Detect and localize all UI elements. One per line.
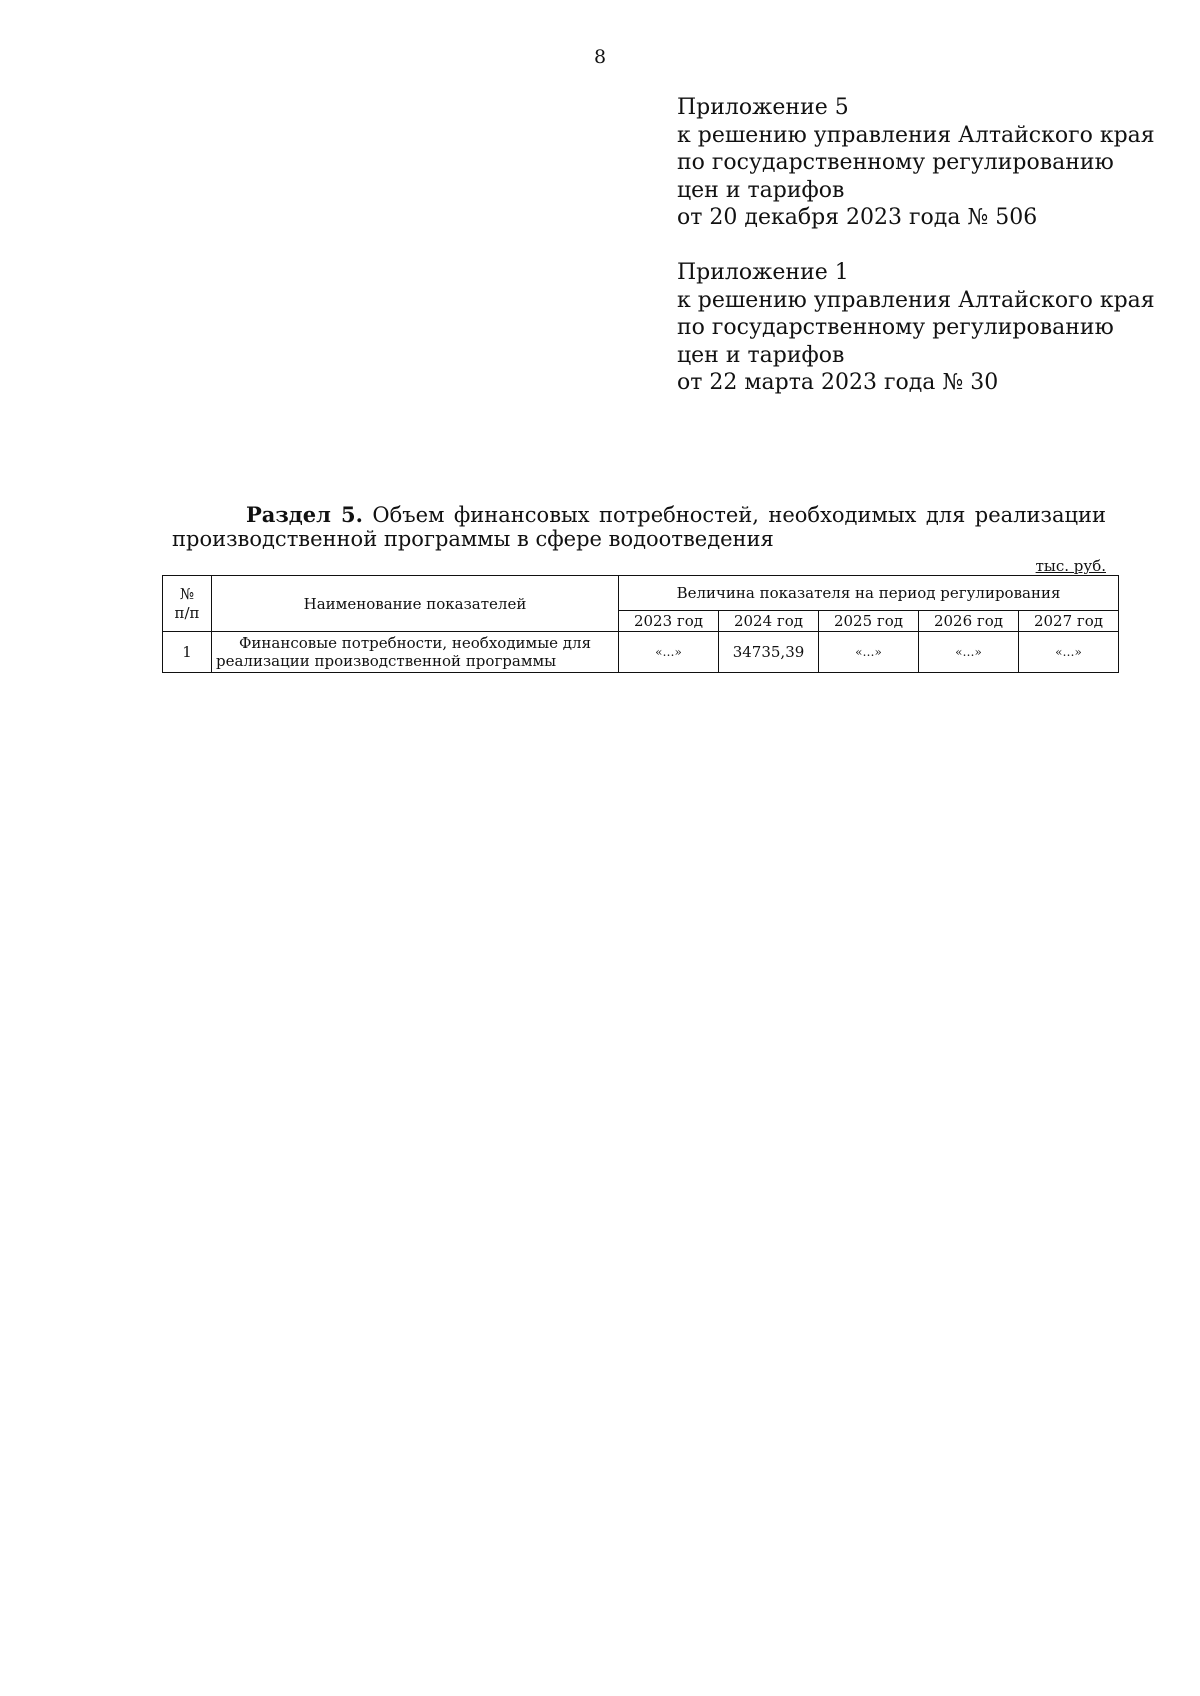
year-header: 2027 год <box>1019 611 1119 632</box>
annex-b-line: цен и тарифов <box>677 342 845 368</box>
header-name: Наименование показателей <box>212 576 619 632</box>
header-period: Величина показателя на период регулирования <box>619 576 1119 611</box>
annex-5-reference <box>677 94 1155 232</box>
header-number-sign: № <box>179 584 195 603</box>
annex-b-line: к решению управления Алтайского края <box>677 287 1155 313</box>
table-header-row <box>163 576 1119 611</box>
annex-1-reference <box>677 259 1155 397</box>
table-row <box>163 632 1119 673</box>
row-value-2026: «…» <box>919 632 1019 673</box>
section-title-line2: производственной программы в сфере водоотведения <box>172 527 774 551</box>
annex-a-line: от 20 декабря 2023 года № 506 <box>677 205 1038 230</box>
row-value-2025: «…» <box>819 632 919 673</box>
annex-a-line: по государственному регулированию <box>677 150 1114 175</box>
page-number: 8 <box>593 46 607 68</box>
row-value-2023: «…» <box>619 632 719 673</box>
year-header: 2023 год <box>619 611 719 632</box>
financial-needs-table <box>162 575 1119 673</box>
row-number: 1 <box>163 632 212 673</box>
annex-b-line: по государственному регулированию <box>677 315 1114 340</box>
row-value-2024: 34735,39 <box>719 632 819 673</box>
annex-b-line: от 22 марта 2023 года № 30 <box>677 370 999 395</box>
year-header: 2025 год <box>819 611 919 632</box>
year-header: 2026 год <box>919 611 1019 632</box>
row-indicator-name: Финансовые потребности, необходимые для реализации производственной программы <box>212 632 619 673</box>
annex-b-line: Приложение 1 <box>677 260 849 285</box>
header-number <box>163 576 212 632</box>
annex-a-line: к решению управления Алтайского края <box>677 122 1155 148</box>
section-heading-line1 <box>172 503 1106 527</box>
row-value-2027: «…» <box>1019 632 1119 673</box>
section-label: Раздел 5. <box>246 502 363 527</box>
units-label: тыс. руб. <box>1035 557 1106 575</box>
section-title-line1: Объем финансовых потребностей, необходимых для реализации <box>372 503 1106 527</box>
annex-a-line: цен и тарифов <box>677 177 845 203</box>
section-heading <box>172 503 1106 551</box>
annex-a-line: Приложение 5 <box>677 95 849 120</box>
header-number-pp: п/п <box>174 603 200 622</box>
year-header: 2024 год <box>719 611 819 632</box>
